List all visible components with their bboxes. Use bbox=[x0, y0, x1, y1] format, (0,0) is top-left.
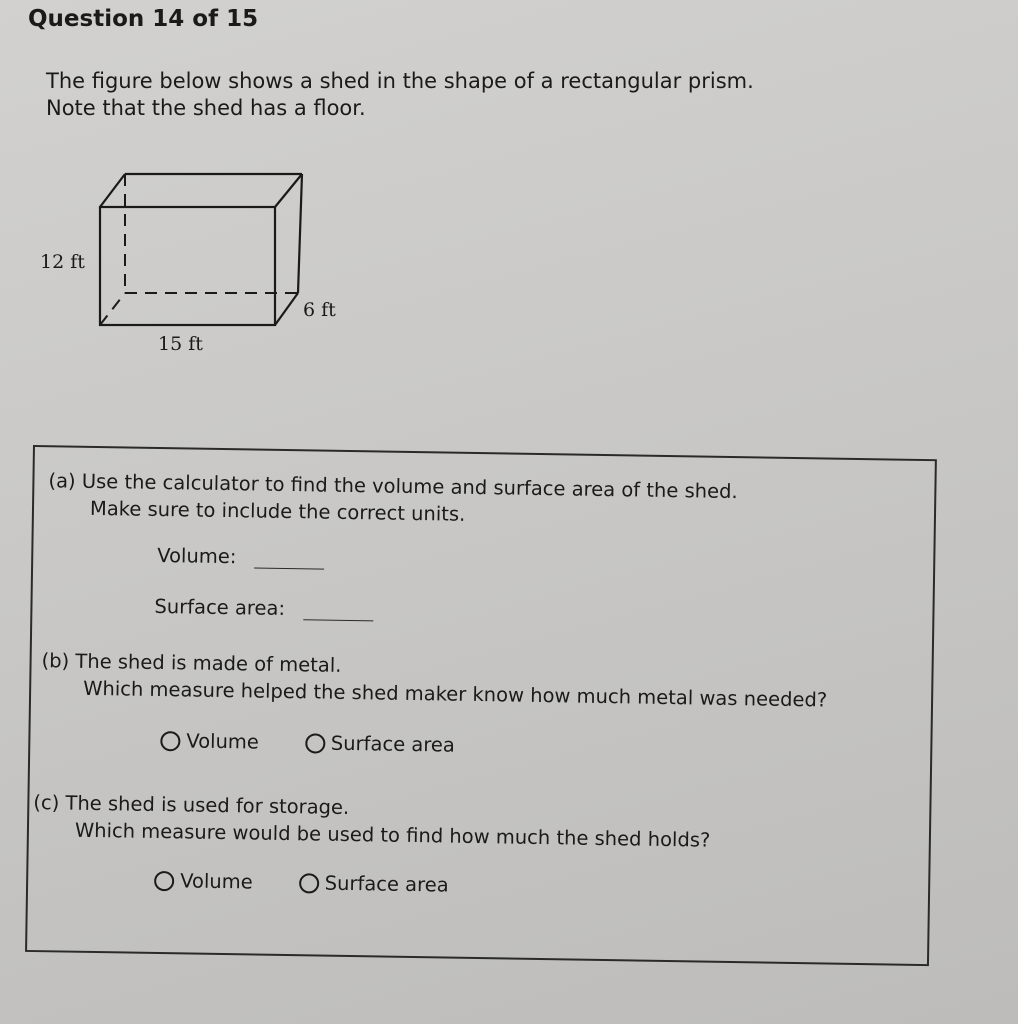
radio-icon[interactable] bbox=[305, 733, 325, 753]
option-label: Volume bbox=[179, 869, 253, 894]
option-label: Surface area bbox=[324, 871, 449, 897]
radio-icon[interactable] bbox=[154, 870, 174, 890]
volume-label: Volume: bbox=[157, 543, 237, 569]
radio-icon[interactable] bbox=[299, 873, 319, 893]
part-b-option-volume[interactable] bbox=[160, 729, 259, 754]
radio-icon[interactable] bbox=[160, 731, 180, 751]
depth-label: 6 ft bbox=[303, 299, 336, 321]
surface-area-answer-blank[interactable] bbox=[303, 599, 373, 621]
height-label: 12 ft bbox=[40, 251, 85, 273]
intro-line-1: The figure below shows a shed in the shape of a rectangular prism. bbox=[46, 69, 754, 93]
part-c-option-volume[interactable] bbox=[154, 869, 253, 894]
shed-prism-figure bbox=[30, 160, 370, 370]
front-face bbox=[100, 207, 275, 325]
part-a-line-2: Make sure to include the correct units. bbox=[89, 496, 466, 526]
surface-area-label: Surface area: bbox=[154, 594, 286, 620]
volume-field bbox=[157, 544, 324, 570]
volume-answer-blank[interactable] bbox=[254, 547, 324, 569]
surface-area-field bbox=[154, 595, 373, 621]
part-b-line-1: (b) The shed is made of metal. bbox=[41, 649, 342, 677]
question-header: Question 14 of 15 bbox=[28, 6, 259, 32]
part-b-choices bbox=[160, 729, 501, 757]
hidden-depth-edge bbox=[100, 293, 125, 325]
part-c-prompt bbox=[33, 789, 711, 854]
option-label: Volume bbox=[186, 729, 260, 754]
part-b-option-surface-area[interactable] bbox=[305, 731, 455, 756]
part-c-choices bbox=[154, 869, 495, 897]
part-c-option-surface-area[interactable] bbox=[299, 871, 449, 896]
part-b-prompt bbox=[41, 647, 828, 713]
question-parts-box bbox=[25, 445, 937, 966]
part-a-line-1: (a) Use the calculator to find the volume and surface area of the shed. bbox=[48, 469, 738, 504]
question-intro bbox=[46, 68, 946, 122]
option-label: Surface area bbox=[330, 731, 456, 757]
part-b-line-2: Which measure helped the shed maker know how much metal was needed? bbox=[83, 676, 828, 712]
intro-line-2: Note that the shed has a floor. bbox=[46, 96, 366, 120]
width-label: 15 ft bbox=[158, 333, 203, 355]
part-c-line-2: Which measure would be used to find how much the shed holds? bbox=[74, 818, 711, 852]
part-c-line-1: (c) The shed is used for storage. bbox=[33, 791, 350, 820]
part-a-prompt bbox=[48, 467, 738, 532]
